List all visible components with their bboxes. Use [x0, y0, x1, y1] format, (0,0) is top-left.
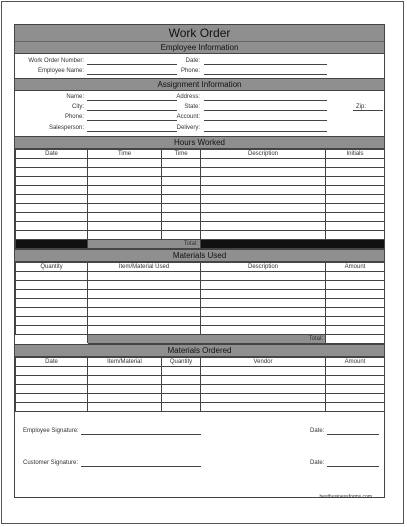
table-row[interactable]	[16, 213, 385, 222]
employee-sig-date-label: Date:	[310, 428, 325, 434]
hours-col-description: Description	[201, 150, 326, 159]
table-row[interactable]	[16, 177, 385, 186]
work-order-number-field[interactable]	[87, 64, 177, 65]
employee-sig-date-field[interactable]	[327, 434, 379, 435]
table-row[interactable]	[16, 281, 385, 290]
materials-used-total-label: Total:	[88, 335, 326, 344]
mo-col-date: Date	[16, 358, 88, 367]
signature-section	[15, 412, 384, 497]
salesperson-field[interactable]	[87, 131, 177, 132]
delivery-label: Delivery:	[176, 125, 200, 131]
hours-total-filler-right	[201, 240, 385, 249]
name-label: Name:	[66, 94, 84, 100]
materials-used-table	[15, 262, 385, 344]
customer-sig-date-field[interactable]	[327, 466, 379, 467]
table-row[interactable]	[16, 231, 385, 240]
employee-name-label: Employee Name:	[37, 68, 84, 74]
mo-col-amount: Amount	[326, 358, 385, 367]
employee-signature-field[interactable]	[81, 434, 201, 435]
work-order-form	[14, 24, 385, 498]
table-row[interactable]	[16, 222, 385, 231]
hours-worked-header: Hours Worked	[15, 136, 384, 149]
customer-signature-label: Customer Signature:	[23, 460, 79, 466]
assignment-info-header: Assignment Information	[15, 78, 384, 91]
employee-info-header: Employee Information	[15, 41, 384, 54]
city-field[interactable]	[87, 110, 177, 111]
state-label: State:	[184, 104, 200, 110]
zip-field[interactable]	[353, 110, 383, 111]
title-bar	[15, 25, 384, 41]
mu-col-quantity: Quantity	[16, 263, 88, 272]
table-row[interactable]	[16, 299, 385, 308]
table-row[interactable]	[16, 317, 385, 326]
table-row[interactable]	[16, 195, 385, 204]
account-field[interactable]	[204, 120, 327, 121]
hours-col-initials: Initials	[326, 150, 385, 159]
address-label: Address:	[176, 94, 200, 100]
phone-label: Phone:	[180, 68, 200, 74]
table-row[interactable]	[16, 204, 385, 213]
date-field[interactable]	[204, 64, 327, 65]
materials-ordered-table	[15, 357, 385, 412]
account-label: Account:	[176, 114, 200, 120]
assign-phone-field[interactable]	[87, 120, 177, 121]
form-title: Work Order	[168, 26, 231, 40]
city-label: City:	[72, 104, 84, 110]
mu-col-description: Description	[201, 263, 326, 272]
assignment-info-section	[15, 91, 384, 136]
customer-sig-date-label: Date:	[310, 460, 325, 466]
hours-col-date: Date	[16, 150, 88, 159]
employee-signature-label: Employee Signature:	[23, 428, 79, 434]
date-label: Date:	[185, 58, 200, 64]
mo-col-quantity: Quantity	[162, 358, 201, 367]
address-field[interactable]	[204, 100, 327, 101]
state-field[interactable]	[204, 110, 327, 111]
work-order-number-label: Work Order Number:	[28, 58, 84, 64]
assign-phone-label: Phone:	[64, 114, 84, 120]
zip-label: Zip:	[355, 104, 366, 110]
mo-col-item: Item/Material	[88, 358, 162, 367]
table-row[interactable]	[16, 159, 385, 168]
table-row[interactable]	[16, 168, 385, 177]
table-row[interactable]	[16, 367, 385, 376]
footer-text: bestbusinessforms.com	[319, 494, 372, 500]
table-row[interactable]	[16, 308, 385, 317]
name-field[interactable]	[87, 100, 177, 101]
table-row[interactable]	[16, 272, 385, 281]
mu-col-amount: Amount	[326, 263, 385, 272]
mu-col-item: Item/Material Used	[88, 263, 201, 272]
hours-total-filler	[16, 240, 88, 249]
materials-ordered-header: Materials Ordered	[15, 344, 384, 357]
delivery-field[interactable]	[204, 131, 327, 132]
table-row[interactable]	[16, 385, 385, 394]
table-row[interactable]	[16, 326, 385, 335]
employee-name-field[interactable]	[87, 74, 177, 75]
mo-col-vendor: Vendor	[201, 358, 326, 367]
table-row[interactable]	[16, 376, 385, 385]
salesperson-label: Salesperson:	[48, 125, 84, 131]
customer-signature-field[interactable]	[81, 466, 201, 467]
table-row[interactable]	[16, 394, 385, 403]
table-row[interactable]	[16, 290, 385, 299]
hours-col-time-out: Time	[162, 150, 201, 159]
table-row[interactable]	[16, 403, 385, 412]
hours-col-time-in: Time	[88, 150, 162, 159]
hours-total-label: Total:	[88, 240, 201, 249]
mu-total-amount[interactable]	[326, 335, 385, 344]
table-row[interactable]	[16, 186, 385, 195]
employee-info-section	[15, 54, 384, 78]
hours-worked-table	[15, 149, 385, 249]
phone-field[interactable]	[204, 74, 327, 75]
mu-total-blank	[16, 335, 88, 344]
materials-used-header: Materials Used	[15, 249, 384, 262]
